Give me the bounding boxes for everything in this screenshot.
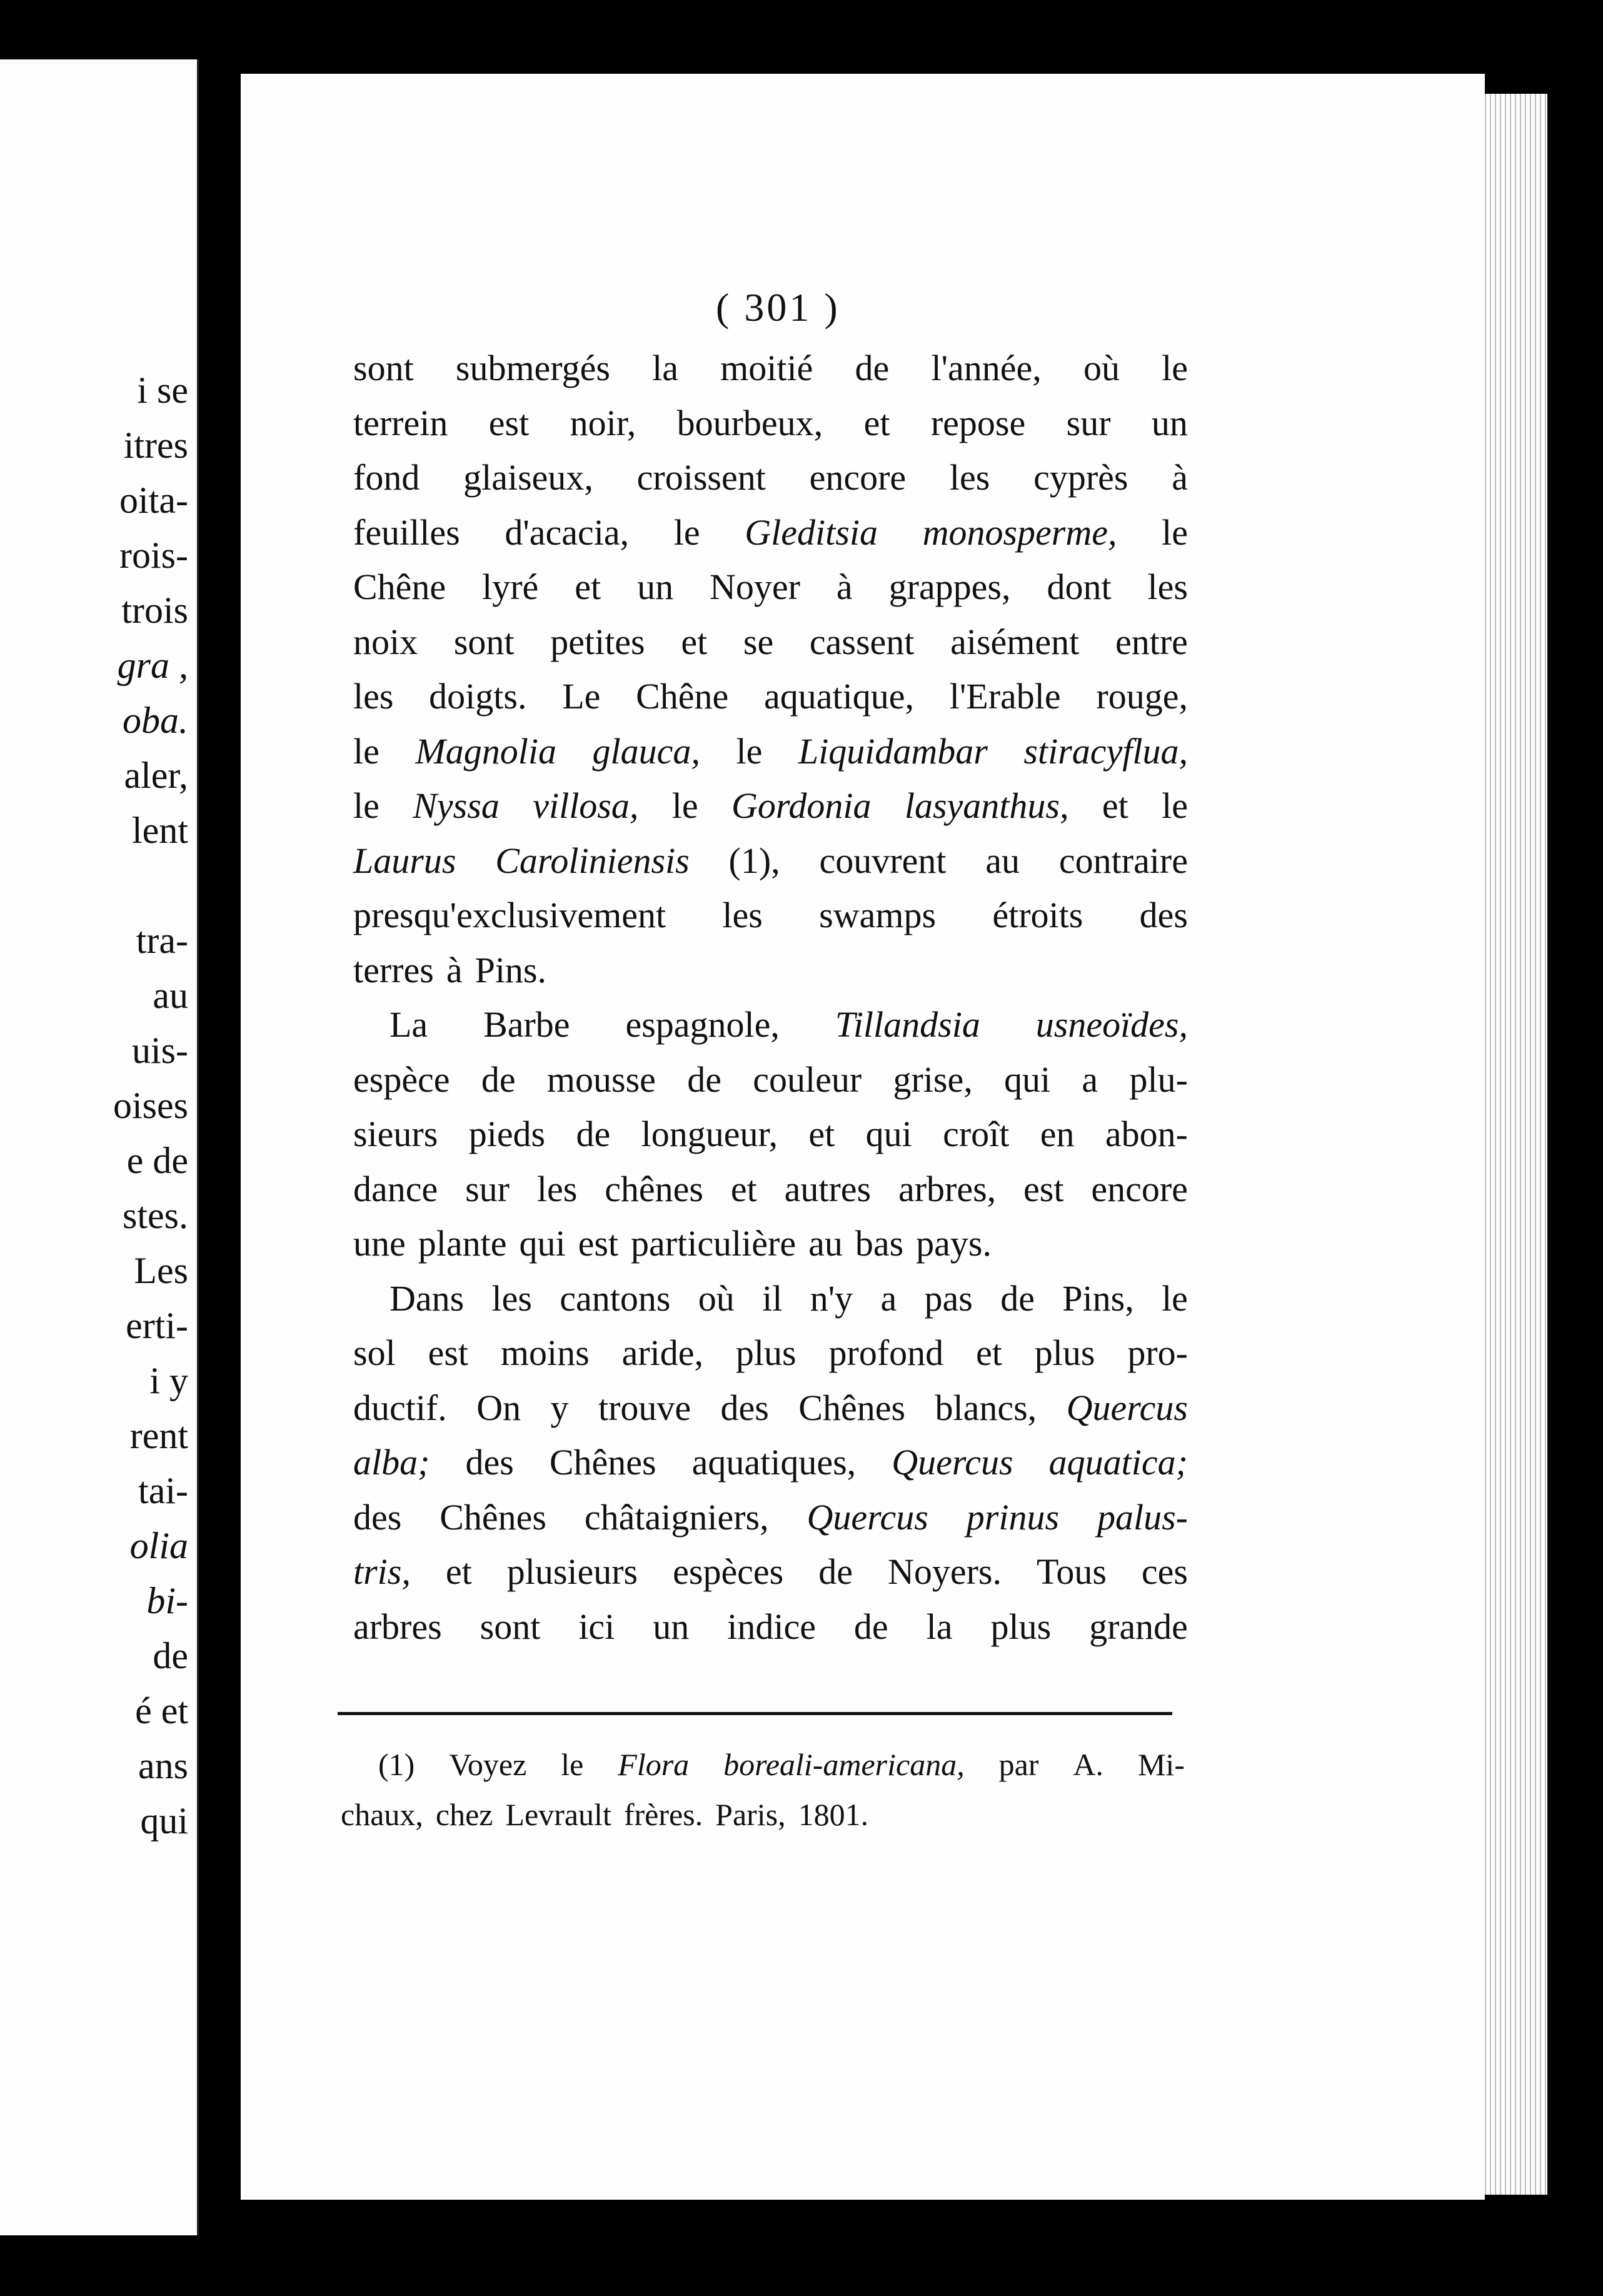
left-page-text-fragment: qui	[140, 1800, 188, 1841]
left-page-text-fragment: olia	[129, 1525, 188, 1566]
page-number: ( 301 )	[716, 285, 840, 330]
left-page-text-fragment: tra-	[136, 920, 188, 961]
text-line: dance sur les chênes et autres arbres, est encore	[353, 1168, 1188, 1209]
text-line: sol est moins aride, plus profond et plus pro-	[353, 1332, 1188, 1373]
text-line: espèce de mousse de couleur grise, qui a plu-	[353, 1059, 1188, 1100]
left-page-text-fragment: e de	[126, 1140, 188, 1181]
text-line: La Barbe espagnole, Tillandsia usneoïdes,	[389, 1004, 1188, 1045]
text-line: presqu'exclusivement les swamps étroits des	[353, 895, 1188, 935]
left-page-text-fragment: gra ,	[117, 645, 188, 686]
left-page-text-fragment: tai-	[138, 1470, 188, 1511]
footnote-rule	[338, 1712, 1172, 1715]
text-line: noix sont petites et se cassent aisément entre	[353, 621, 1188, 662]
left-page-text-fragment: oita-	[119, 480, 188, 521]
left-page-text-fragment: de	[153, 1635, 188, 1676]
left-page-text-fragment: oises	[113, 1085, 188, 1126]
text-line: sieurs pieds de longueur, et qui croît en abon-	[353, 1114, 1188, 1154]
left-page-text-fragment: i se	[137, 370, 188, 411]
left-page-text-fragment: é et	[135, 1690, 188, 1731]
text-line: Laurus Caroliniensis (1), couvrent au contraire	[353, 840, 1188, 881]
text-line: arbres sont ici un indice de la plus grande	[353, 1606, 1188, 1647]
left-page-text-fragment: bi-	[146, 1580, 188, 1621]
left-page-text-fragment: itres	[123, 425, 188, 466]
text-line: le Nyssa villosa, le Gordonia lasyanthus, et le	[353, 785, 1188, 826]
text-line: sont submergés la moitié de l'année, où le	[353, 348, 1188, 388]
left-page-text-fragment: trois	[121, 590, 188, 631]
text-line: les doigts. Le Chêne aquatique, l'Erable rouge,	[353, 676, 1188, 717]
text-line: ductif. On y trouve des Chênes blancs, Quercus	[353, 1387, 1188, 1428]
text-line: Chêne lyré et un Noyer à grappes, dont les	[353, 566, 1188, 607]
footnote	[341, 1740, 1185, 1840]
text-line: terres à Pins.	[353, 949, 547, 990]
footnote-line: chaux, chez Levrault frères. Paris, 1801.	[341, 1797, 869, 1832]
left-page-text-fragment: uis-	[132, 1030, 188, 1071]
left-page-text-fragment: oba.	[123, 700, 188, 741]
text-line: une plante qui est particulière au bas pays.	[353, 1223, 992, 1264]
left-page-text-fragment: aler,	[124, 755, 188, 796]
text-line: fond glaiseux, croissent encore les cyprès à	[353, 457, 1188, 498]
text-line: terrein est noir, bourbeux, et repose sur un	[353, 402, 1188, 443]
text-line: Dans les cantons où il n'y a pas de Pins, le	[389, 1277, 1188, 1319]
left-page-text-fragment: au	[153, 975, 188, 1016]
left-page-text-fragment: rent	[129, 1415, 188, 1456]
left-page-text-fragment: ans	[138, 1745, 188, 1786]
text-line: alba; des Chênes aquatiques, Quercus aquatica;	[353, 1442, 1188, 1483]
body-text	[353, 341, 1188, 1654]
left-page-text-fragment: i y	[149, 1360, 188, 1401]
left-page-text-fragment: lent	[132, 810, 188, 851]
text-line: le Magnolia glauca, le Liquidambar stiracyflua,	[353, 730, 1188, 772]
text-line: feuilles d'acacia, le Gleditsia monosperme, le	[353, 511, 1188, 553]
left-page-fragment	[0, 59, 199, 2235]
text-line: tris, et plusieurs espèces de Noyers. Tous ces	[353, 1551, 1188, 1592]
left-page-text-fragment: rois-	[119, 535, 188, 576]
left-page-text-fragment: erti-	[126, 1305, 188, 1346]
footnote-line: (1) Voyez le Flora boreali-americana, par A. Mi-	[378, 1747, 1185, 1782]
text-line: des Chênes châtaigniers, Quercus prinus palus-	[353, 1496, 1188, 1538]
left-page-text-fragment: Les	[134, 1250, 188, 1291]
left-page-text-fragment: stes.	[123, 1195, 188, 1236]
